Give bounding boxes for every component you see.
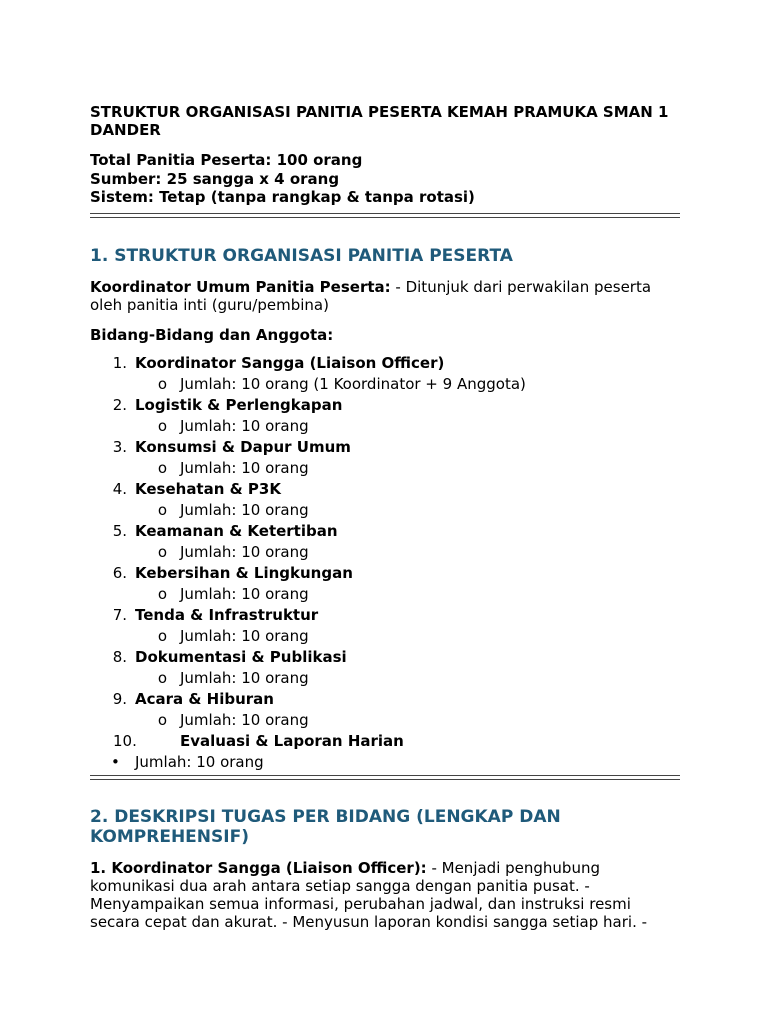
field-10-detail-row — [90, 752, 680, 773]
field-item — [90, 605, 680, 647]
sub-marker: o — [157, 626, 167, 645]
field-name: Kesehatan & P3K — [135, 479, 281, 498]
field-title-row — [90, 689, 680, 710]
sub-marker: o — [157, 416, 167, 435]
field-10-detail: Jumlah: 10 orang — [135, 752, 264, 771]
document-title: STRUKTUR ORGANISASI PANITIA PESERTA KEMAH PRAMUKA SMAN 1 DANDER — [90, 103, 669, 139]
sub-marker: o — [157, 500, 167, 519]
field-detail: Jumlah: 10 orang — [180, 668, 309, 687]
field-title-row — [90, 353, 680, 374]
meta-total: Total Panitia Peserta: 100 orang — [90, 151, 363, 169]
meta-source: Sumber: 25 sangga x 4 orang — [90, 169, 340, 188]
field-number-cell — [90, 437, 135, 458]
field-title-row — [90, 647, 680, 668]
field-name: Kebersihan & Lingkungan — [135, 563, 353, 582]
field-title-row — [90, 395, 680, 416]
field-item — [90, 563, 680, 605]
field-number-cell — [90, 395, 135, 416]
field-detail: Jumlah: 10 orang — [180, 584, 309, 603]
field-item — [90, 353, 680, 395]
sub-marker: o — [157, 668, 167, 687]
field-detail-row — [90, 710, 680, 731]
field-detail: Jumlah: 10 orang — [180, 500, 309, 519]
field-name: Keamanan & Ketertiban — [135, 521, 338, 540]
field-item — [90, 437, 680, 479]
coordinator-label: Koordinator Umum Panitia Peserta: — [90, 277, 391, 296]
sub-marker: o — [157, 542, 167, 561]
field-item — [90, 689, 680, 731]
field-name: Koordinator Sangga (Liaison Officer) — [135, 353, 445, 372]
field-number: 4. — [112, 479, 127, 498]
coordinator-paragraph — [90, 278, 680, 314]
field-number-cell — [90, 563, 135, 584]
field-number-cell — [90, 521, 135, 542]
task-description-paragraph — [90, 859, 680, 931]
field-detail: Jumlah: 10 orang — [180, 416, 309, 435]
field-detail: Jumlah: 10 orang — [180, 626, 309, 645]
field-item — [90, 479, 680, 521]
sub-marker: o — [157, 374, 167, 393]
divider — [90, 213, 680, 218]
field-number: 6. — [112, 563, 127, 582]
coordinator-text: - Ditunjuk dari perwakilan peserta oleh panitia inti (guru/pembina) — [90, 277, 652, 314]
field-title-row — [90, 437, 680, 458]
field-name: Dokumentasi & Publikasi — [135, 647, 347, 666]
field-number: 8. — [112, 647, 127, 666]
field-detail-row — [90, 374, 680, 395]
field-name: Logistik & Perlengkapan — [135, 395, 343, 414]
field-10-number: 10. — [113, 731, 137, 750]
section-2-heading: 2. DESKRIPSI TUGAS PER BIDANG (LENGKAP DAN KOMPREHENSIF) — [90, 806, 561, 847]
document-meta — [90, 151, 680, 207]
field-number: 1. — [112, 353, 127, 372]
document-page — [90, 103, 680, 931]
field-number-cell — [90, 689, 135, 710]
field-detail: Jumlah: 10 orang (1 Koordinator + 9 Anggota) — [180, 374, 526, 393]
sub-marker: o — [157, 458, 167, 477]
task-item-text: - Menjadi penghubung komunikasi dua arah antara setiap sangga dengan panitia pusat. - Menyampaikan semua informasi, perubahan jadwal, dan instruksi resmi secara cepat dan akurat. - Menyusun laporan kondisi sangga setiap hari. - — [90, 858, 648, 931]
field-title-row — [90, 605, 680, 626]
field-number: 5. — [112, 521, 127, 540]
field-name: Acara & Hiburan — [135, 689, 274, 708]
field-item — [90, 647, 680, 689]
field-number-cell — [90, 605, 135, 626]
task-item-label: 1. Koordinator Sangga (Liaison Officer): — [90, 858, 427, 877]
field-detail-row — [90, 626, 680, 647]
field-number: 9. — [112, 689, 127, 708]
section-1-heading: 1. STRUKTUR ORGANISASI PANITIA PESERTA — [90, 245, 513, 266]
field-detail-row — [90, 584, 680, 605]
field-number-cell — [90, 479, 135, 500]
fields-heading: Bidang-Bidang dan Anggota: — [90, 325, 334, 344]
field-number: 2. — [112, 395, 127, 414]
field-number: 7. — [112, 605, 127, 624]
divider — [90, 775, 680, 780]
bullet-marker: • — [111, 752, 120, 771]
field-detail-row — [90, 500, 680, 521]
field-title-row — [90, 521, 680, 542]
field-number: 3. — [112, 437, 127, 456]
field-detail: Jumlah: 10 orang — [180, 542, 309, 561]
field-detail-row — [90, 458, 680, 479]
field-title-row — [90, 563, 680, 584]
field-name: Konsumsi & Dapur Umum — [135, 437, 351, 456]
field-10-name: Evaluasi & Laporan Harian — [180, 731, 404, 750]
field-detail-row — [90, 542, 680, 563]
field-item — [90, 521, 680, 563]
field-number-cell — [90, 353, 135, 374]
field-detail: Jumlah: 10 orang — [180, 458, 309, 477]
field-detail: Jumlah: 10 orang — [180, 710, 309, 729]
field-detail-row — [90, 668, 680, 689]
field-number-cell — [90, 647, 135, 668]
field-name: Tenda & Infrastruktur — [135, 605, 319, 624]
meta-system: Sistem: Tetap (tanpa rangkap & tanpa rotasi) — [90, 188, 475, 206]
field-detail-row — [90, 416, 680, 437]
field-10 — [90, 731, 680, 752]
field-item — [90, 395, 680, 437]
fields-list — [90, 353, 680, 731]
field-title-row — [90, 479, 680, 500]
sub-marker: o — [157, 710, 167, 729]
sub-marker: o — [157, 584, 167, 603]
